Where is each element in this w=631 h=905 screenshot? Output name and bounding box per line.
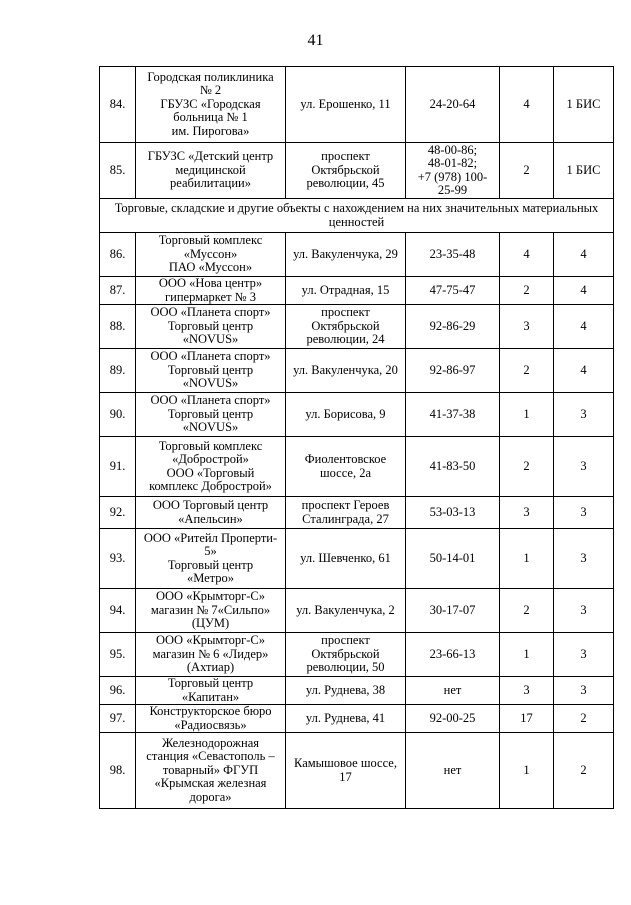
- row-number-cell: 97.: [100, 705, 136, 733]
- object-name-cell: ООО «Планета спорт» Торговый центр «NOVUS»: [136, 349, 286, 393]
- phone-cell: 24-20-64: [406, 67, 500, 143]
- address-cell: ул. Вакуленчука, 29: [286, 233, 406, 277]
- category-cell: 3: [554, 437, 614, 497]
- object-name-cell: ООО «Крымторг-С» магазин № 6 «Лидер» (Ахтиар): [136, 633, 286, 677]
- row-number-cell: 86.: [100, 233, 136, 277]
- address-cell: ул. Руднева, 38: [286, 677, 406, 705]
- address-cell: проспект Героев Сталинграда, 27: [286, 497, 406, 529]
- count-a-cell: 4: [500, 67, 554, 143]
- phone-cell: 48-00-86; 48-01-82; +7 (978) 100- 25-99: [406, 143, 500, 199]
- category-cell: 1 БИС: [554, 67, 614, 143]
- address-cell: ул. Шевченко, 61: [286, 529, 406, 589]
- category-cell: 3: [554, 497, 614, 529]
- category-cell: 4: [554, 349, 614, 393]
- table-row: [100, 733, 614, 809]
- object-name-cell: ООО Торговый центр «Апельсин»: [136, 497, 286, 529]
- object-name-cell: Торговый центр «Капитан»: [136, 677, 286, 705]
- table-row: [100, 437, 614, 497]
- row-number-cell: 91.: [100, 437, 136, 497]
- count-a-cell: 2: [500, 143, 554, 199]
- objects-table: [99, 66, 614, 809]
- count-a-cell: 3: [500, 677, 554, 705]
- object-name-cell: Городская поликлиника № 2 ГБУЗС «Городская больница № 1 им. Пирогова»: [136, 67, 286, 143]
- count-a-cell: 1: [500, 529, 554, 589]
- category-cell: 2: [554, 733, 614, 809]
- row-number-cell: 89.: [100, 349, 136, 393]
- row-number-cell: 96.: [100, 677, 136, 705]
- object-name-cell: ООО «Ритейл Проперти- 5» Торговый центр «Метро»: [136, 529, 286, 589]
- address-cell: Камышовое шоссе, 17: [286, 733, 406, 809]
- count-a-cell: 3: [500, 305, 554, 349]
- category-cell: 3: [554, 589, 614, 633]
- row-number-cell: 93.: [100, 529, 136, 589]
- count-a-cell: 2: [500, 277, 554, 305]
- object-name-cell: Торговый комплекс «Муссон» ПАО «Муссон»: [136, 233, 286, 277]
- category-cell: 3: [554, 529, 614, 589]
- table-row: [100, 393, 614, 437]
- phone-cell: 50-14-01: [406, 529, 500, 589]
- table-row: [100, 67, 614, 143]
- row-number-cell: 98.: [100, 733, 136, 809]
- count-a-cell: 1: [500, 733, 554, 809]
- category-cell: 3: [554, 633, 614, 677]
- category-cell: 4: [554, 277, 614, 305]
- object-name-cell: Конструкторское бюро «Радиосвязь»: [136, 705, 286, 733]
- address-cell: проспект Октябрьской революции, 50: [286, 633, 406, 677]
- object-name-cell: Торговый комплекс «Добрострой» ООО «Торговый комплекс Добрострой»: [136, 437, 286, 497]
- table-row: [100, 143, 614, 199]
- table-row: [100, 349, 614, 393]
- phone-cell: нет: [406, 677, 500, 705]
- category-cell: 4: [554, 233, 614, 277]
- table-row: [100, 277, 614, 305]
- address-cell: ул. Борисова, 9: [286, 393, 406, 437]
- object-name-cell: ООО «Планета спорт» Торговый центр «NOVUS»: [136, 393, 286, 437]
- phone-cell: 23-66-13: [406, 633, 500, 677]
- category-cell: 3: [554, 677, 614, 705]
- section-header: Торговые, складские и другие объекты с нахождением на них значительных материальных ценностей: [100, 199, 614, 233]
- address-cell: ул. Ерошенко, 11: [286, 67, 406, 143]
- table-row: [100, 497, 614, 529]
- table-row: [100, 529, 614, 589]
- category-cell: 2: [554, 705, 614, 733]
- category-cell: 3: [554, 393, 614, 437]
- category-cell: 1 БИС: [554, 143, 614, 199]
- object-name-cell: ГБУЗС «Детский центр медицинской реабилитации»: [136, 143, 286, 199]
- object-name-cell: ООО «Крымторг-С» магазин № 7«Сильпо» (ЦУМ): [136, 589, 286, 633]
- row-number-cell: 84.: [100, 67, 136, 143]
- phone-cell: 47-75-47: [406, 277, 500, 305]
- table-row: [100, 305, 614, 349]
- phone-cell: 92-86-29: [406, 305, 500, 349]
- address-cell: проспект Октябрьской революции, 45: [286, 143, 406, 199]
- count-a-cell: 17: [500, 705, 554, 733]
- phone-cell: нет: [406, 733, 500, 809]
- table-row: [100, 705, 614, 733]
- phone-cell: 92-00-25: [406, 705, 500, 733]
- count-a-cell: 1: [500, 633, 554, 677]
- count-a-cell: 3: [500, 497, 554, 529]
- object-name-cell: Железнодорожная станция «Севастополь – товарный» ФГУП «Крымская железная дорога»: [136, 733, 286, 809]
- object-name-cell: ООО «Нова центр» гипермаркет № 3: [136, 277, 286, 305]
- row-number-cell: 94.: [100, 589, 136, 633]
- row-number-cell: 87.: [100, 277, 136, 305]
- row-number-cell: 88.: [100, 305, 136, 349]
- row-number-cell: 90.: [100, 393, 136, 437]
- category-cell: 4: [554, 305, 614, 349]
- object-name-cell: ООО «Планета спорт» Торговый центр «NOVUS»: [136, 305, 286, 349]
- address-cell: ул. Отрадная, 15: [286, 277, 406, 305]
- phone-cell: 30-17-07: [406, 589, 500, 633]
- count-a-cell: 1: [500, 393, 554, 437]
- count-a-cell: 2: [500, 589, 554, 633]
- address-cell: ул. Вакуленчука, 20: [286, 349, 406, 393]
- table-row: [100, 677, 614, 705]
- phone-cell: 41-37-38: [406, 393, 500, 437]
- count-a-cell: 4: [500, 233, 554, 277]
- row-number-cell: 85.: [100, 143, 136, 199]
- address-cell: проспект Октябрьской революции, 24: [286, 305, 406, 349]
- count-a-cell: 2: [500, 437, 554, 497]
- count-a-cell: 2: [500, 349, 554, 393]
- table-row: [100, 233, 614, 277]
- table-row: [100, 633, 614, 677]
- address-cell: Фиолентовское шоссе, 2а: [286, 437, 406, 497]
- address-cell: ул. Руднева, 41: [286, 705, 406, 733]
- phone-cell: 41-83-50: [406, 437, 500, 497]
- section-header-row: [100, 199, 614, 233]
- row-number-cell: 95.: [100, 633, 136, 677]
- address-cell: ул. Вакуленчука, 2: [286, 589, 406, 633]
- phone-cell: 23-35-48: [406, 233, 500, 277]
- table-row: [100, 589, 614, 633]
- page-number: 41: [307, 32, 324, 49]
- phone-cell: 92-86-97: [406, 349, 500, 393]
- phone-cell: 53-03-13: [406, 497, 500, 529]
- row-number-cell: 92.: [100, 497, 136, 529]
